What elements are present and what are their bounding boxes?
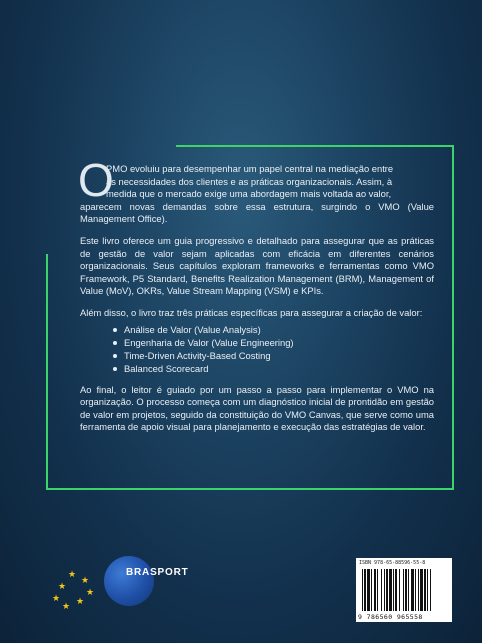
globe-stars-icon	[104, 556, 154, 606]
list-item: Engenharia de Valor (Value Engineering)	[80, 336, 434, 349]
frame-line-left	[46, 254, 48, 490]
isbn-label: ISBN 978-65-88596-55-8	[359, 560, 426, 566]
intro-rest: aparecem novas demandas sobre essa estrutura, surgindo o VMO (Value Management Office).	[80, 200, 434, 225]
dropcap: O	[78, 154, 114, 206]
list-item: Análise de Valor (Value Analysis)	[80, 323, 434, 336]
list-item: Balanced Scorecard	[80, 362, 434, 375]
intro-line-2: as necessidades dos clientes e as práticas organizacionais. Assim, à	[106, 175, 393, 187]
star-icon: ★	[68, 569, 77, 579]
paragraph-4: Ao final, o leitor é guiado por um passo a passo para implementar o VMO na organização. O processo começa com um diagnóstico inicial de prontidão em gestão de valor em projetos, seguido da constituição do VMO Canvas, que serve como uma ferramenta de apoio visual para planejamento e execução das estratégias de valor.	[80, 383, 434, 433]
star-icon: ★	[58, 581, 67, 591]
star-icon: ★	[52, 593, 61, 603]
intro-paragraph	[78, 154, 434, 226]
intro-line-1: PMO evoluiu para desempenhar um papel central na mediação entre	[106, 163, 394, 174]
publisher-logo	[48, 552, 189, 612]
paragraph-2: Este livro oferece um guia progressivo e detalhado para assegurar que as práticas de gestão de valor sejam aplicadas com eficácia em diferentes cenários organizacionais. Seus capítulos exploram frameworks e ferramentas como VMO Framework, P5 Standard, Benefits Realization Management (BRM), Management of Value (MoV), OKRs, Value Stream Mapping (VSM) e KPIs.	[80, 234, 434, 297]
barcode-bars	[362, 569, 448, 611]
barcode-digits: 9 786560 965558	[358, 613, 423, 621]
star-icon: ★	[62, 601, 71, 611]
barcode	[356, 558, 452, 622]
frame-line-right	[452, 145, 454, 490]
practices-list	[80, 323, 434, 375]
frame-line-bottom	[46, 488, 454, 490]
synopsis	[78, 154, 434, 443]
intro-line-3: medida que o mercado exige uma abordagem mais voltada ao valor,	[106, 188, 392, 200]
frame-line-top	[176, 145, 454, 147]
star-icon: ★	[81, 575, 90, 585]
paragraph-3: Além disso, o livro traz três práticas específicas para assegurar a criação de valor:	[80, 306, 423, 318]
publisher-name: BRASPORT	[126, 567, 189, 578]
star-icon: ★	[76, 596, 85, 606]
list-item: Time-Driven Activity-Based Costing	[80, 349, 434, 362]
star-icon: ★	[86, 587, 95, 597]
